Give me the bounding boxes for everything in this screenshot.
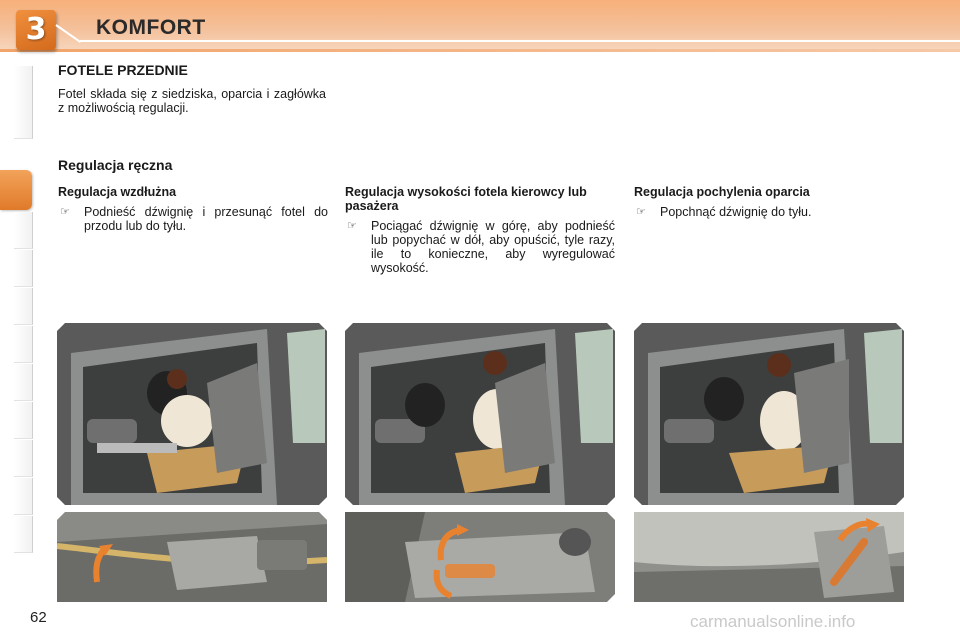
car-interior-illustration-3 [634,323,904,505]
pointing-hand-icon: ☞ [636,206,646,218]
column-heading: Regulacja pochylenia oparcia [634,185,810,199]
chapter-tab[interactable] [14,288,33,325]
lever-closeup-backrest [634,512,904,602]
chapter-tab[interactable] [14,364,33,401]
chapter-tab[interactable] [14,250,33,287]
chapter-title: KOMFORT [96,16,206,39]
column-backrest [634,185,904,219]
instruction-item [345,219,615,275]
column-longitudinal [58,185,328,233]
lever-closeup-height [345,512,615,602]
pointing-hand-icon: ☞ [60,206,70,218]
column-heading: Regulacja wysokości fotela kierowcy lub pasażera [345,185,587,213]
intro-text: Fotel składa się z siedziska, oparcia i zagłówka z możliwością regulacji. [58,87,326,115]
header-line [80,40,960,42]
chapter-tab[interactable] [14,102,33,139]
instruction-item [634,205,904,219]
lever-closeup-longitudinal [57,512,327,602]
watermark: carmanualsonline.info [690,612,856,631]
column-height [345,185,615,275]
chapter-tab[interactable] [14,478,33,515]
chapter-tab[interactable] [14,326,33,363]
page-number: 62 [30,609,47,626]
chapter-tab[interactable] [14,66,33,103]
chapter-tab[interactable] [14,440,33,477]
car-interior-illustration-1 [57,323,327,505]
section-title: FOTELE PRZEDNIE [58,62,188,78]
chapter-tab-active[interactable] [0,170,32,210]
instruction-text: Pociągać dźwignię w górę, aby podnieść lub popychać w dół, aby opuścić, tyle razy, ile to konieczne, aby wyregulować wysokość. [371,219,615,275]
chapter-tab[interactable] [14,516,33,553]
chapter-tabs [0,66,34,576]
chapter-badge: 3 [16,10,56,50]
chapter-tab[interactable] [14,212,33,249]
subsection-title: Regulacja ręczna [58,157,173,173]
pointing-hand-icon: ☞ [347,220,357,232]
chapter-tab[interactable] [14,402,33,439]
instruction-text: Popchnąć dźwignię do tyłu. [660,205,812,219]
instruction-item [58,205,328,233]
column-heading: Regulacja wzdłużna [58,185,177,199]
instruction-text: Podnieść dźwignię i przesunąć fotel do przodu lub do tyłu. [84,205,328,233]
car-interior-illustration-2 [345,323,615,505]
